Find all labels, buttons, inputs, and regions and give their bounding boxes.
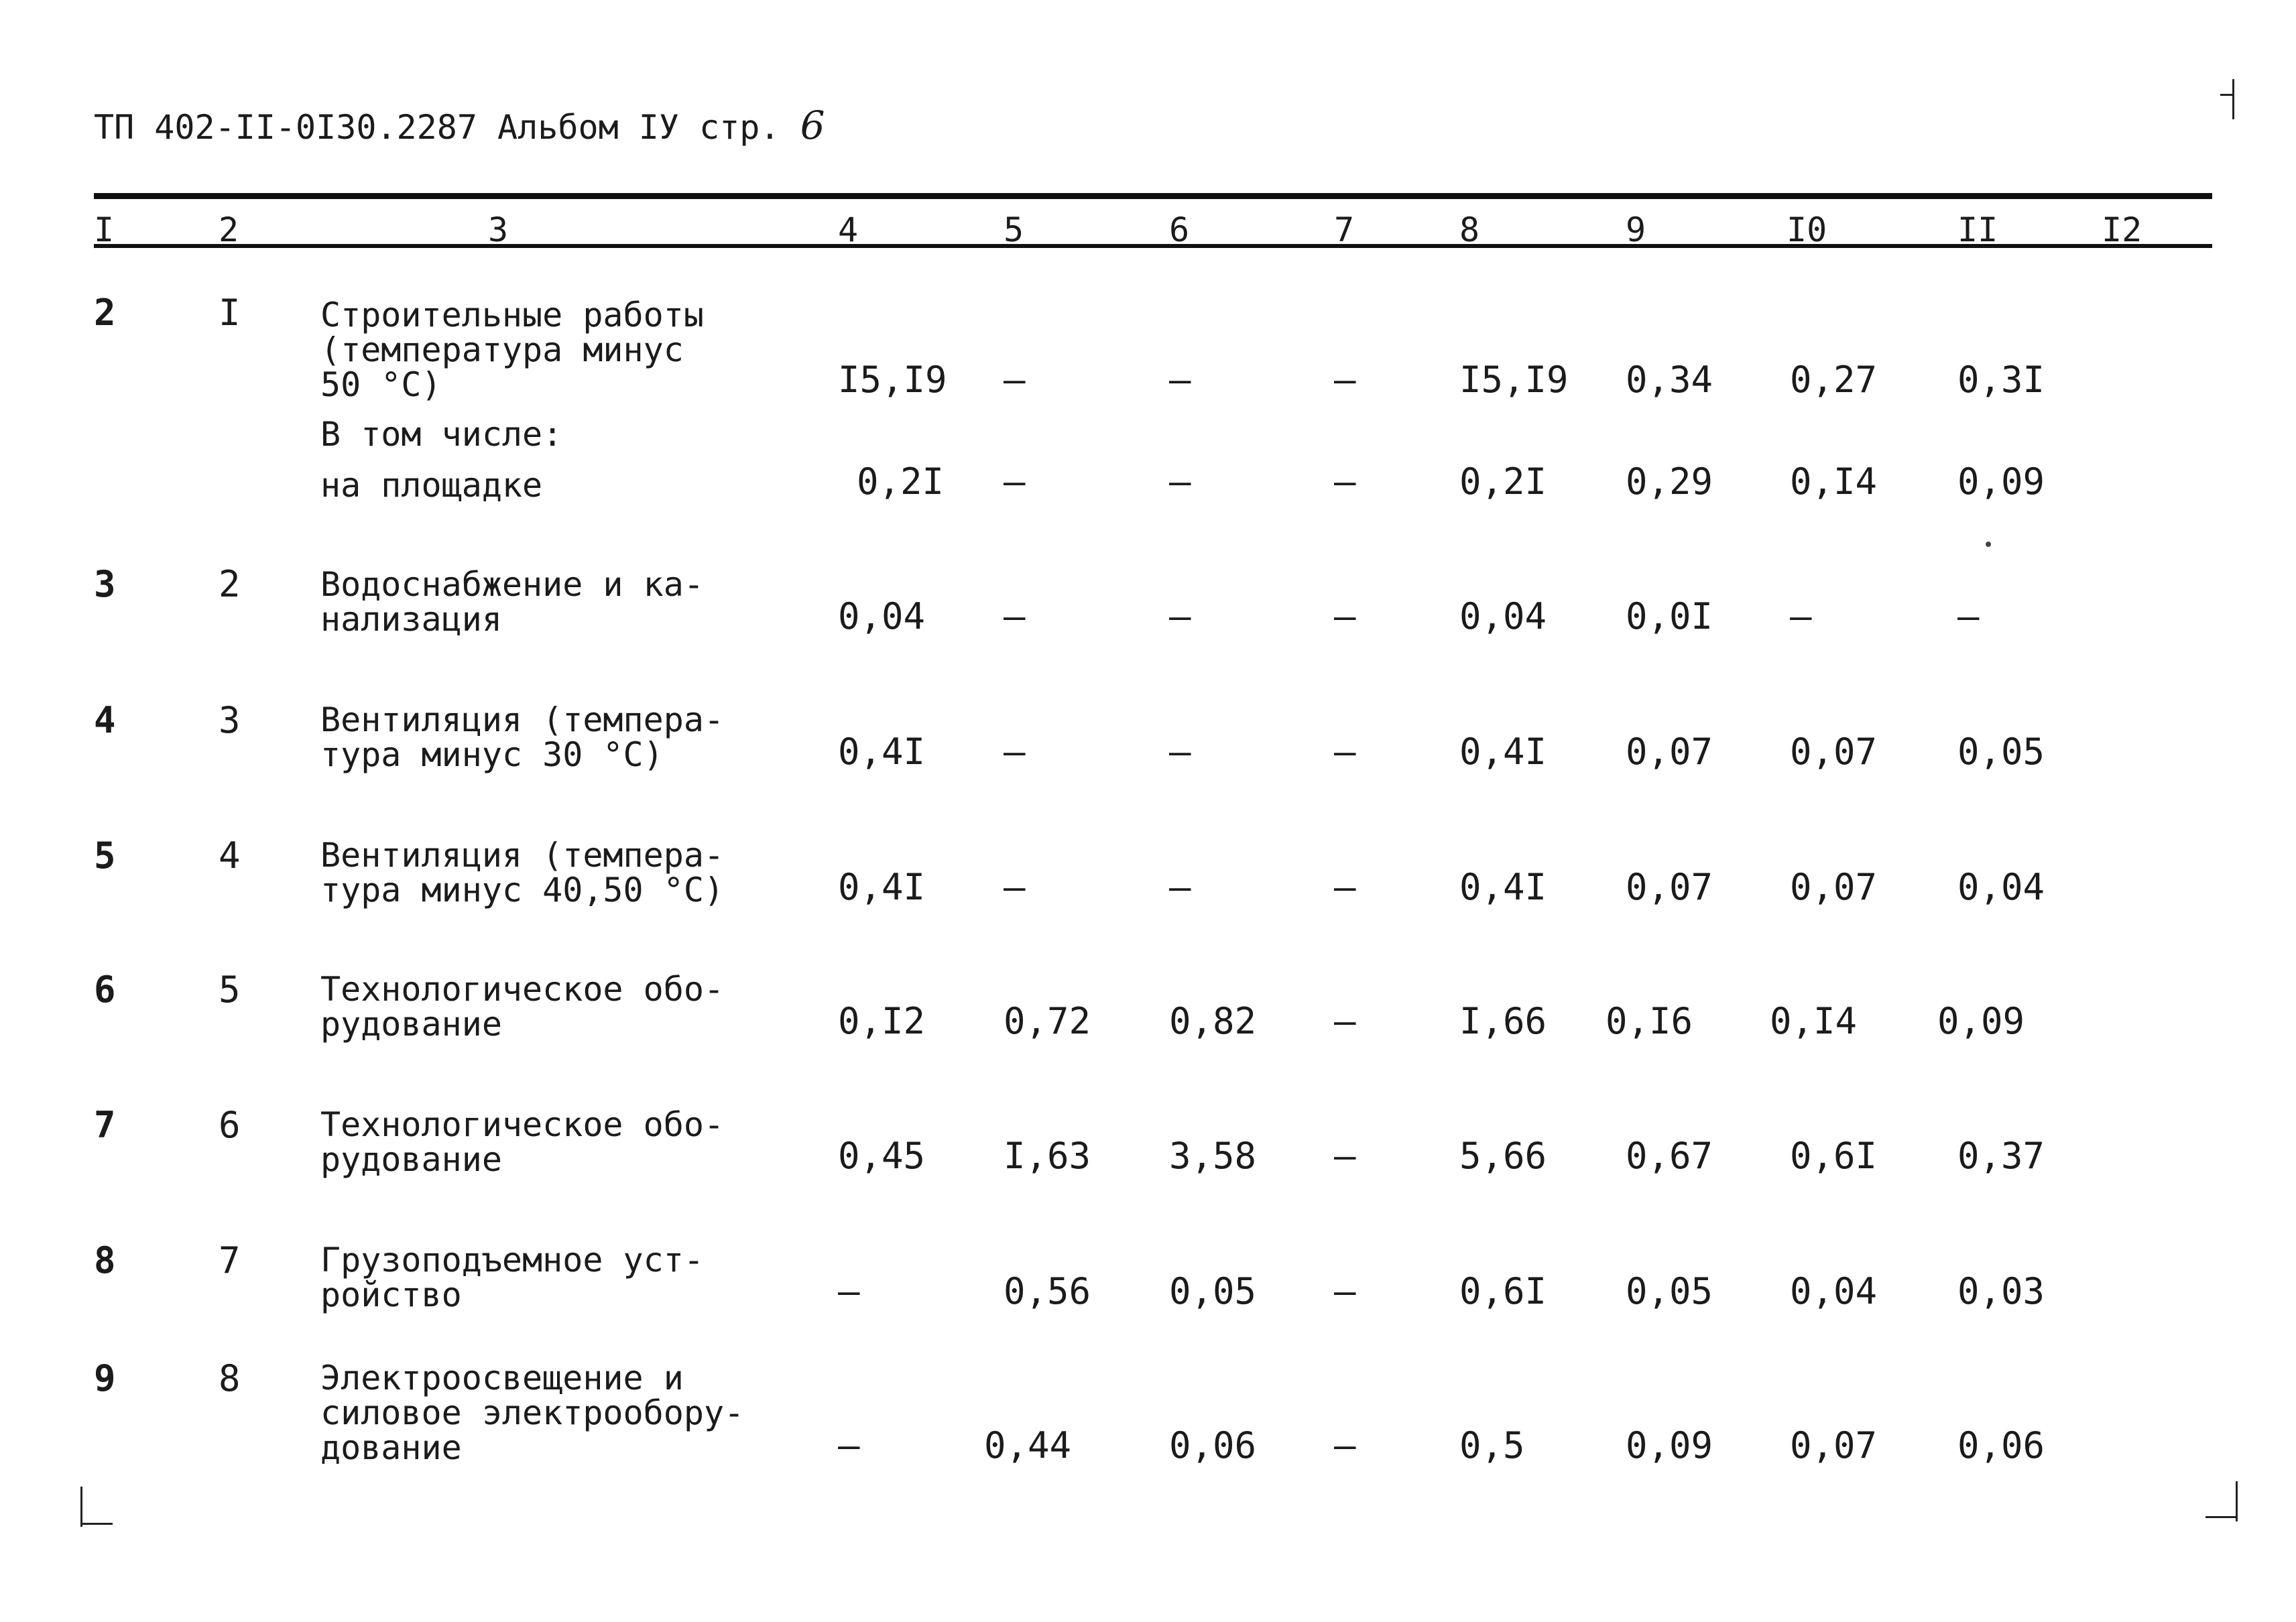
cell-col9: 0,29 — [1626, 460, 1713, 503]
column-header-7: 7 — [1334, 210, 1355, 249]
cell-col7: – — [1334, 1424, 1356, 1467]
cell-col5: 0,56 — [1004, 1270, 1091, 1312]
cell-col8: 5,66 — [1459, 1135, 1547, 1177]
cell-col8: 0,6I — [1459, 1270, 1547, 1312]
column-header-4: 4 — [838, 210, 859, 249]
cell-col7: – — [1334, 1000, 1356, 1042]
cell-col4: 0,2I — [857, 460, 945, 503]
cell-col6: 0,06 — [1169, 1424, 1257, 1467]
cell-col10: 0,07 — [1790, 731, 1878, 773]
cell-col4: I5,I9 — [838, 359, 947, 401]
cell-col4: – — [838, 1270, 860, 1312]
column-header-10: I0 — [1787, 210, 1827, 249]
cell-col6: – — [1169, 731, 1191, 773]
cell-col11: 0,09 — [1957, 460, 2045, 503]
row-description — [320, 972, 724, 1042]
cell-col9: 0,67 — [1626, 1135, 1713, 1177]
description-line: Электроосвещение и — [320, 1359, 684, 1397]
cell-col9: 0,09 — [1626, 1424, 1713, 1467]
cell-col5: – — [1004, 460, 1026, 503]
row-description — [320, 702, 724, 772]
cell-col7: – — [1334, 1270, 1356, 1312]
cell-col5: 0,44 — [984, 1424, 1072, 1467]
description-line: (температура минус — [320, 330, 684, 369]
cell-col4: 0,4I — [838, 731, 926, 773]
cell-col11: 0,05 — [1957, 731, 2045, 773]
row-description — [320, 1361, 744, 1465]
cell-col6: – — [1169, 866, 1191, 908]
table-top-rule — [94, 193, 2212, 199]
row-code: 4 — [219, 834, 241, 877]
column-header-3: 3 — [488, 210, 509, 249]
cell-col6: 0,82 — [1169, 1000, 1257, 1042]
cell-col5: – — [1004, 595, 1026, 637]
row-description — [320, 417, 562, 452]
description-line: В том числе: — [320, 415, 563, 454]
row-description — [320, 468, 542, 503]
description-line: рудование — [320, 1140, 502, 1179]
cell-col4: 0,04 — [838, 595, 926, 637]
row-code: I — [219, 292, 241, 334]
cell-col10: 0,I4 — [1790, 460, 1878, 503]
description-line: Технологическое обо- — [320, 1105, 725, 1144]
cell-col11: 0,06 — [1957, 1424, 2045, 1467]
crop-mark-bottom-left — [80, 1523, 113, 1525]
cell-col10: 0,27 — [1790, 359, 1878, 401]
description-line: Строительные работы — [320, 296, 704, 334]
cell-col5: – — [1004, 359, 1026, 401]
cell-col7: – — [1334, 1135, 1356, 1177]
cell-col11: 0,09 — [1937, 1000, 2025, 1042]
crop-mark-bottom-left — [80, 1487, 82, 1527]
cell-col6: – — [1169, 359, 1191, 401]
row-number: 4 — [94, 699, 116, 741]
description-line: 50 °С) — [320, 365, 442, 404]
cell-col9: 0,07 — [1626, 866, 1713, 908]
row-description — [320, 567, 704, 637]
cell-col9: 0,05 — [1626, 1270, 1713, 1312]
row-code: 6 — [219, 1104, 241, 1146]
column-header-6: 6 — [1169, 210, 1190, 249]
cell-col6: – — [1169, 595, 1191, 637]
cell-col7: – — [1334, 359, 1356, 401]
column-header-11: II — [1957, 210, 1998, 249]
cell-col7: – — [1334, 731, 1356, 773]
column-header-1: I — [94, 210, 115, 249]
row-code: 5 — [219, 969, 241, 1011]
cell-col11: 0,04 — [1957, 866, 2045, 908]
row-number: 8 — [94, 1239, 116, 1282]
row-code: 2 — [219, 563, 241, 605]
cell-col8: I5,I9 — [1459, 359, 1569, 401]
description-line: тура минус 30 °С) — [320, 735, 664, 774]
cell-col6: 0,05 — [1169, 1270, 1257, 1312]
description-line: Грузоподъемное уст- — [320, 1241, 704, 1280]
row-number: 7 — [94, 1104, 116, 1146]
cell-col11: – — [1957, 595, 1980, 637]
crop-mark-bottom-right — [2236, 1481, 2238, 1521]
cell-col9: 0,34 — [1626, 359, 1713, 401]
row-description — [320, 1107, 724, 1177]
cell-col10: 0,6I — [1790, 1135, 1878, 1177]
cell-col10: 0,07 — [1790, 1424, 1878, 1467]
row-description — [320, 298, 704, 402]
cell-col6: 3,58 — [1169, 1135, 1257, 1177]
description-line: ройство — [320, 1275, 462, 1314]
row-description — [320, 838, 724, 908]
description-line: Водоснабжение и ка- — [320, 565, 704, 604]
cell-col8: 0,4I — [1459, 866, 1547, 908]
cell-col11: 0,3I — [1957, 359, 2045, 401]
description-line: нализация — [320, 600, 502, 639]
column-header-2: 2 — [219, 210, 239, 249]
cell-col10: 0,07 — [1790, 866, 1878, 908]
row-description — [320, 1243, 704, 1312]
row-code: 8 — [219, 1357, 241, 1399]
cell-col8: 0,04 — [1459, 595, 1547, 637]
cell-col7: – — [1334, 595, 1356, 637]
cell-col8: I,66 — [1459, 1000, 1547, 1042]
cell-col5: – — [1004, 866, 1026, 908]
row-number: 5 — [94, 834, 116, 877]
ink-dot — [1986, 542, 1991, 547]
description-line: на площадке — [320, 466, 543, 505]
column-header-5: 5 — [1004, 210, 1024, 249]
cell-col7: – — [1334, 866, 1356, 908]
cell-col4: 0,45 — [838, 1135, 926, 1177]
column-header-8: 8 — [1459, 210, 1480, 249]
crop-mark-bottom-right — [2206, 1516, 2238, 1518]
column-header-12: I2 — [2102, 210, 2142, 249]
cell-col4: 0,I2 — [838, 1000, 926, 1042]
column-header-9: 9 — [1626, 210, 1646, 249]
row-code: 7 — [219, 1239, 241, 1282]
description-line: силовое электрообору- — [320, 1393, 745, 1432]
cell-col10: 0,04 — [1790, 1270, 1878, 1312]
row-number: 6 — [94, 969, 116, 1011]
cell-col4: – — [838, 1424, 860, 1467]
description-line: тура минус 40,50 °С) — [320, 871, 725, 910]
description-line: Технологическое обо- — [320, 970, 725, 1009]
cell-col8: 0,4I — [1459, 731, 1547, 773]
cell-col8: 0,2I — [1459, 460, 1547, 503]
crop-mark-top-right — [2220, 94, 2234, 96]
table-header-rule — [94, 244, 2212, 248]
cell-col6: – — [1169, 460, 1191, 503]
cell-col9: 0,I6 — [1606, 1000, 1693, 1042]
cell-col4: 0,4I — [838, 866, 926, 908]
crop-mark-top-right — [2232, 79, 2234, 119]
cell-col5: 0,72 — [1004, 1000, 1091, 1042]
cell-col10: – — [1790, 595, 1812, 637]
description-line: дование — [320, 1428, 462, 1467]
cell-col7: – — [1334, 460, 1356, 503]
cell-col11: 0,37 — [1957, 1135, 2045, 1177]
row-number: 2 — [94, 292, 116, 334]
cell-col10: 0,I4 — [1770, 1000, 1858, 1042]
cell-col9: 0,07 — [1626, 731, 1713, 773]
cell-col8: 0,5 — [1459, 1424, 1525, 1467]
cell-col11: 0,03 — [1957, 1270, 2045, 1312]
row-code: 3 — [219, 699, 241, 741]
page-number: 6 — [800, 103, 825, 148]
cell-col5: – — [1004, 731, 1026, 773]
description-line: Вентиляция (темпера- — [320, 836, 725, 875]
cell-col9: 0,0I — [1626, 595, 1713, 637]
description-line: Вентиляция (темпера- — [320, 700, 725, 739]
row-number: 3 — [94, 563, 116, 605]
document-code: ТП 402-II-0I30.2287 Альбом IУ стр. — [94, 108, 780, 147]
page-header — [94, 103, 825, 148]
cell-col5: I,63 — [1004, 1135, 1091, 1177]
description-line: рудование — [320, 1005, 502, 1044]
row-number: 9 — [94, 1357, 116, 1399]
